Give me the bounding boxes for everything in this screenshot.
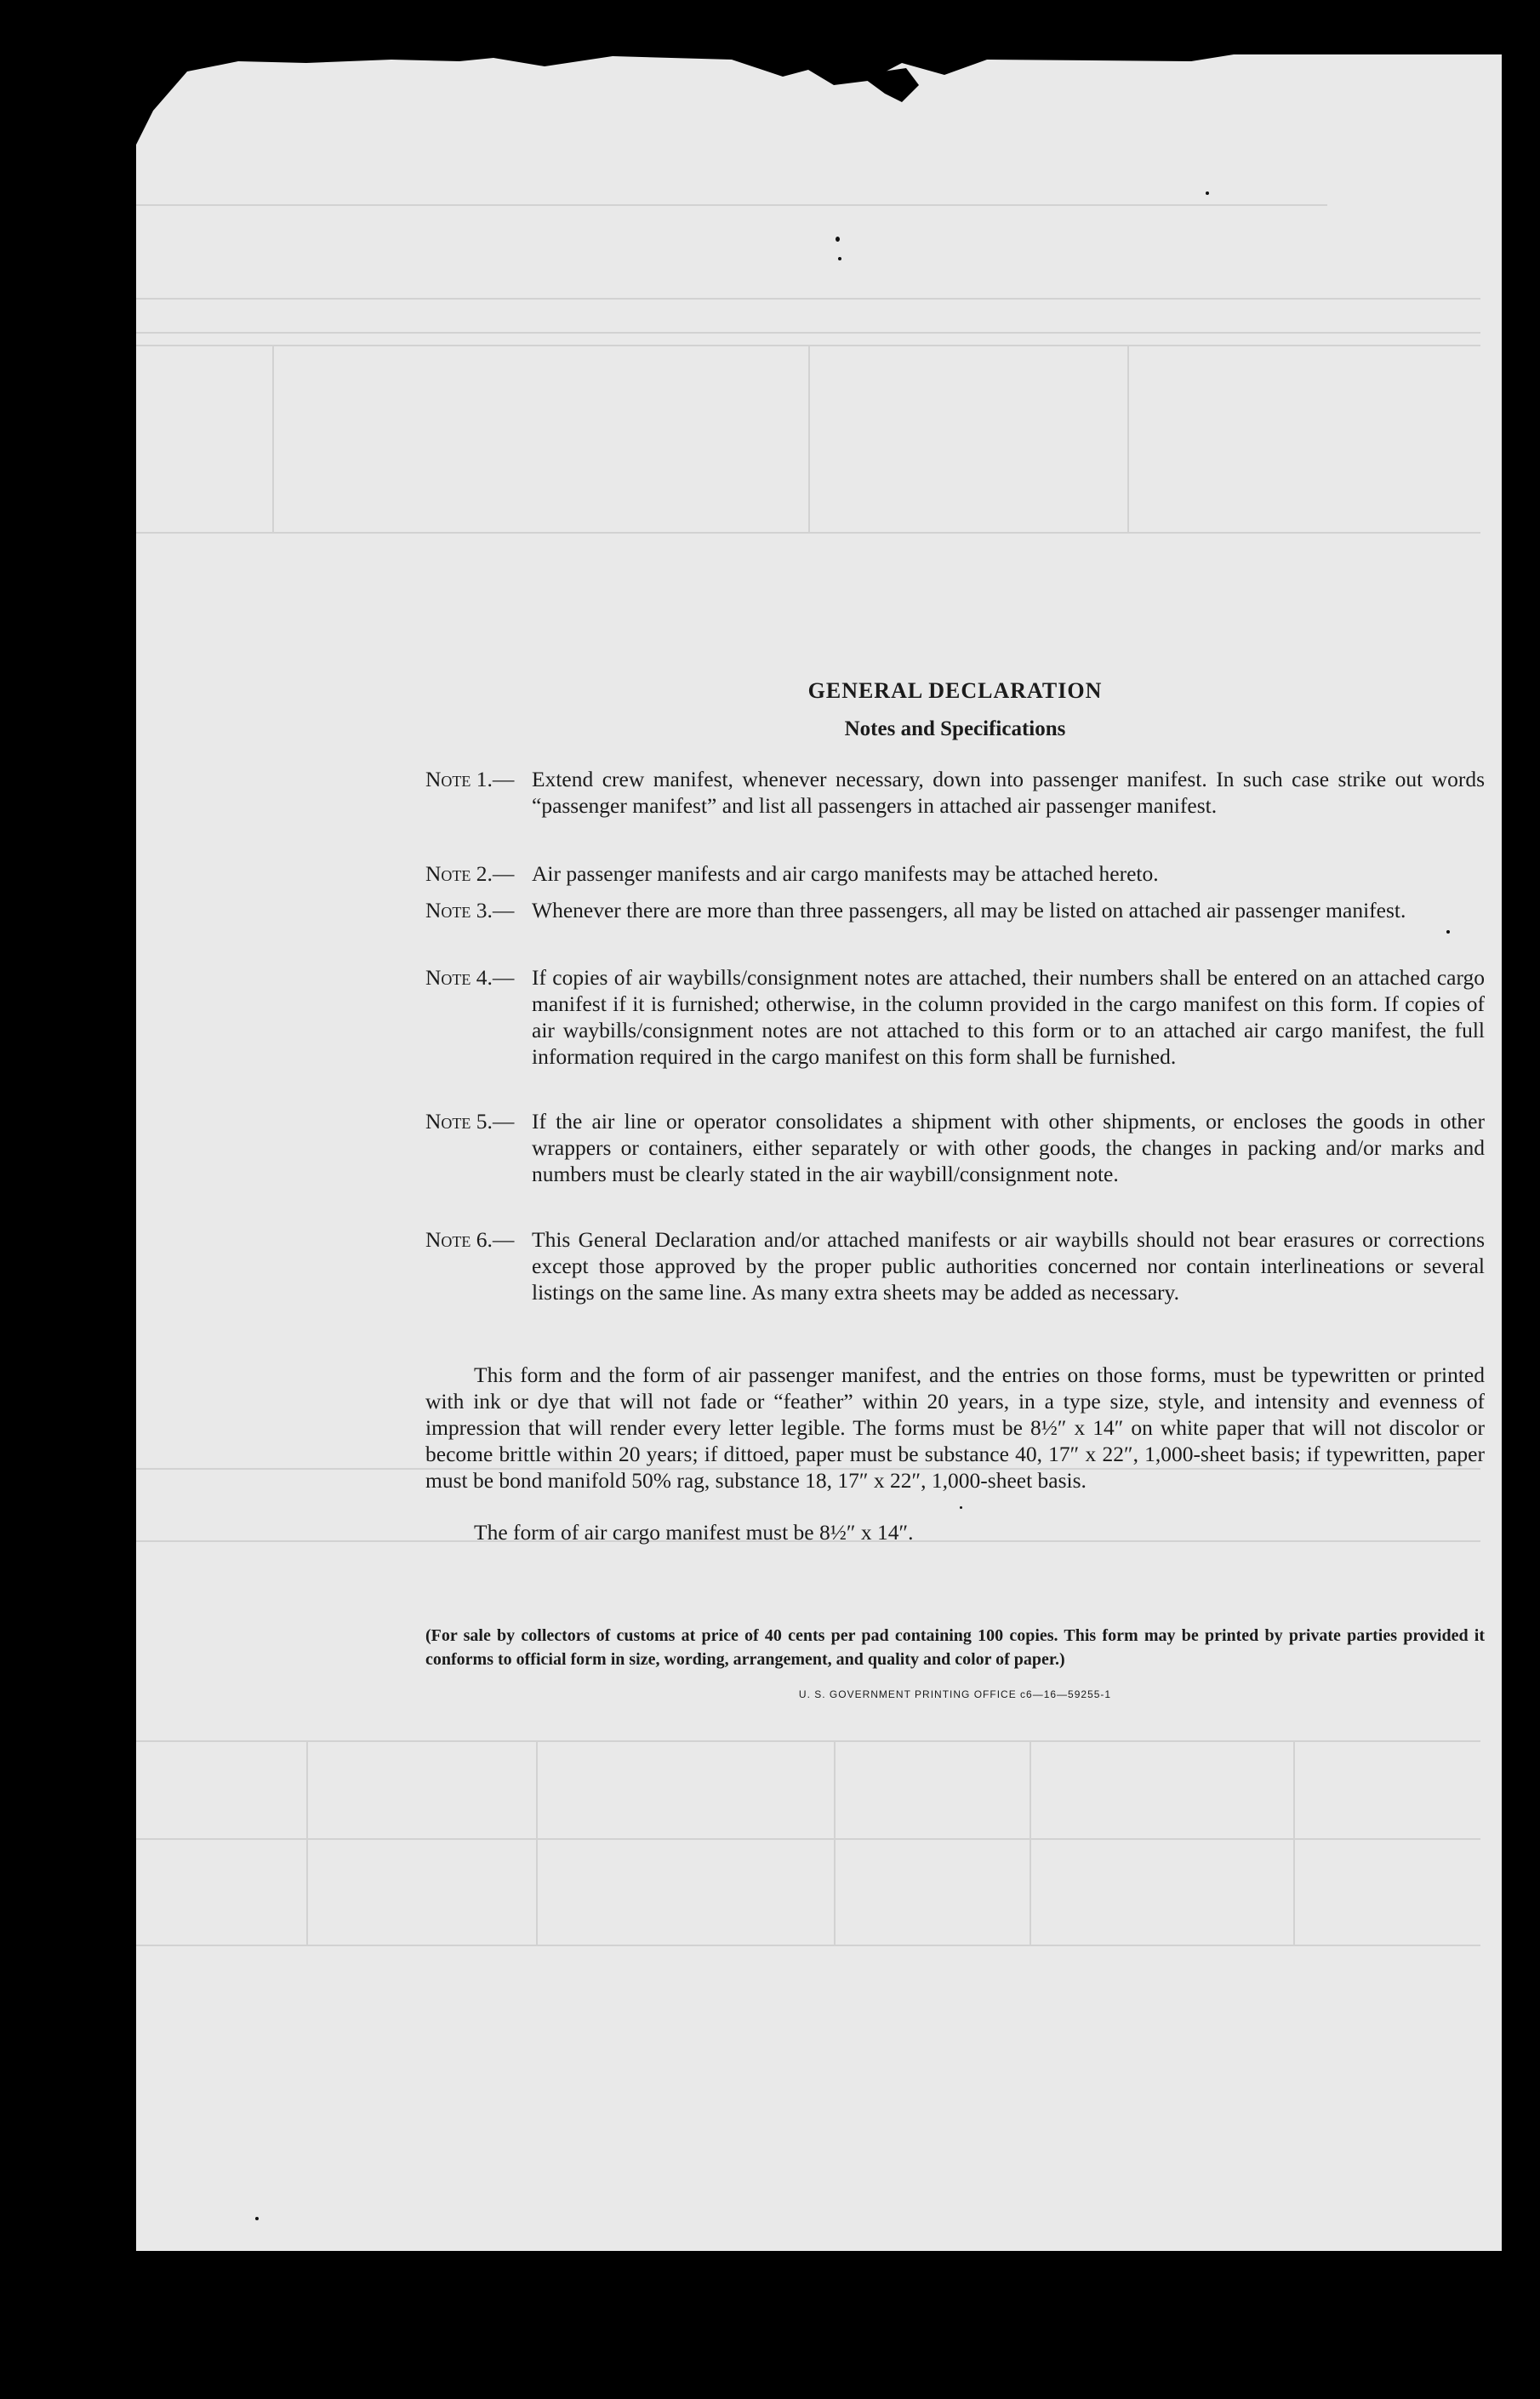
note-text: If the air line or operator consolidates a shipment with other shipments, or encloses the goods in other wrappers or containers, either separately or with other goods, the changes in packing and/or marks and numbers must be clearly stated in the air waybill/consignment note. <box>532 1109 1485 1186</box>
note-text: This General Declaration and/or attached manifests or air waybills should not bear erasures or corrections except those approved by the proper public authorities concerned nor contain interlineations or several listings on the same line. As many extra sheets may be added as necessary. <box>532 1227 1485 1305</box>
dust-speck <box>1446 930 1450 934</box>
note-label: Note 2.— <box>425 861 515 886</box>
note-label: Note 6.— <box>425 1227 515 1252</box>
sale-notice: (For sale by collectors of customs at price of 40 cents per pad containing 100 copies. This form may be printed by private parties provided it conforms to official form in size, wording, arrangement, and quality and color of paper.) <box>425 1626 1485 1669</box>
note-text: Air passenger manifests and air cargo manifests may be attached hereto. <box>532 861 1159 886</box>
dust-speck <box>255 2217 259 2220</box>
form-specification-paragraph: This form and the form of air passenger manifest, and the entries on those forms, must be typewritten or printed with ink or dye that will not fade or “feather” within 20 years, in a type size, style, and intensity and evenness of impression that will render every letter legible. The forms must be 8½″ x 14″ on white paper that will not discolor or become brittle within 20 years; if dittoed, paper must be substance 40, 17″ x 22″, 1,000-sheet basis; if typewritten, paper must be bond manifold 50% rag, substance 18, 17″ x 22″, 1,000-sheet basis. <box>425 1362 1485 1493</box>
note-3 <box>425 897 1485 923</box>
document-page <box>136 51 1502 2251</box>
note-label: Note 1.— <box>425 767 515 791</box>
dust-speck <box>836 237 840 242</box>
note-4 <box>425 964 1485 1070</box>
dust-speck <box>838 257 841 260</box>
note-text: If copies of air waybills/consignment notes are attached, their numbers shall be entered on an attached cargo manifest if it is furnished; otherwise, in the column provided in the cargo manifest on this form. If copies of air waybills/consignment notes are not attached to this form or to an attached air cargo manifest, the full information required in the cargo manifest on this form shall be furnished. <box>532 965 1485 1069</box>
dust-speck <box>960 1506 962 1509</box>
cargo-manifest-size-line: The form of air cargo manifest must be 8½″ x 14″. <box>474 1520 914 1545</box>
note-label: Note 4.— <box>425 965 515 990</box>
note-5 <box>425 1108 1485 1187</box>
page-title: GENERAL DECLARATION <box>807 678 1103 703</box>
note-label: Note 3.— <box>425 898 515 922</box>
dust-speck <box>1206 191 1209 195</box>
note-text: Whenever there are more than three passengers, all may be listed on attached air passenger manifest. <box>532 898 1406 922</box>
note-6 <box>425 1226 1485 1305</box>
note-text: Extend crew manifest, whenever necessary, down into passenger manifest. In such case strike out words “passenger manifest” and list all passengers in attached air passenger manifest. <box>532 767 1485 818</box>
note-label: Note 5.— <box>425 1109 515 1134</box>
torn-edge <box>136 51 1502 153</box>
page-subtitle: Notes and Specifications <box>844 717 1066 740</box>
note-1 <box>425 766 1485 819</box>
printing-office-line: U. S. GOVERNMENT PRINTING OFFICE c6—16—59255-1 <box>798 1688 1112 1700</box>
note-2 <box>425 860 1485 887</box>
